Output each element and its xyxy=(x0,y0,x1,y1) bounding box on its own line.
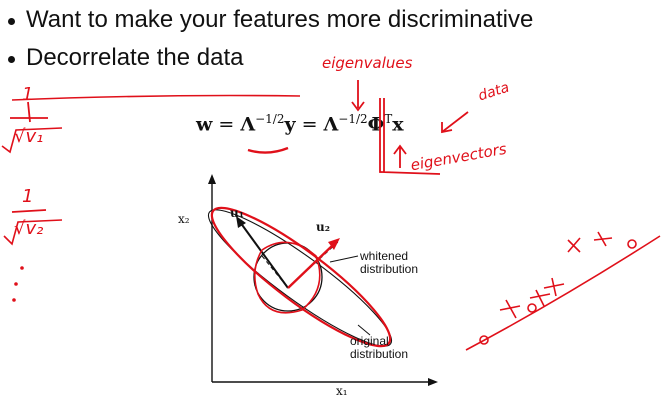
whitening-figure xyxy=(170,170,440,406)
ink-arrow-up xyxy=(394,146,406,168)
ink-dot xyxy=(20,266,24,270)
caption-line: distribution xyxy=(360,262,419,276)
eq-equals: = xyxy=(212,113,241,136)
u2-label: u₂ xyxy=(316,220,330,234)
ink-sqrt-v1: √v₁ xyxy=(14,126,44,147)
ink-cross xyxy=(530,290,550,306)
ink-arrowhead-icon xyxy=(442,122,452,132)
caption-line: distribution xyxy=(350,347,409,361)
eq-equals: = xyxy=(295,113,324,136)
x1-label: x₁ xyxy=(336,384,348,398)
bullet-text: Decorrelate the data xyxy=(26,44,244,71)
y-axis-arrow-icon xyxy=(208,174,216,184)
ink-fraction-2 xyxy=(12,210,46,212)
eq-x: x xyxy=(392,113,404,136)
x2-label: x₂ xyxy=(178,212,190,226)
bullet-dot xyxy=(8,56,15,63)
caption-line: whitened xyxy=(360,249,409,263)
whitened-leader xyxy=(330,256,358,262)
ink-dot xyxy=(14,282,18,286)
ink-dot xyxy=(12,298,16,302)
ink-cross xyxy=(568,238,580,252)
caption-line: original xyxy=(350,334,389,348)
ink-data-line xyxy=(466,236,660,350)
figure-plot xyxy=(170,170,440,406)
eq-lambda: Λ xyxy=(323,113,339,136)
ink-sqrt-v2: √v₂ xyxy=(14,218,44,239)
ink-arrowhead-icon xyxy=(352,102,364,110)
ink-cross xyxy=(544,278,564,296)
ink-data-label: data xyxy=(476,79,512,105)
ink-eigenvectors: eigenvectors xyxy=(409,139,508,175)
ink-one-2: 1 xyxy=(22,186,34,207)
eq-exponent: −1/2 xyxy=(255,112,285,126)
bullet-text: Want to make your features more discriminative xyxy=(26,6,534,33)
ink-underline xyxy=(12,96,300,101)
ink-cross xyxy=(594,232,612,246)
bullet-dot xyxy=(8,18,15,25)
u1-label: u₁ xyxy=(230,206,244,220)
eq-phi: Φ xyxy=(367,113,385,136)
x-axis-arrow-icon xyxy=(428,378,438,386)
eq-exponent: −1/2 xyxy=(338,112,368,126)
whitened-caption xyxy=(360,250,418,276)
eq-exponent: T xyxy=(384,112,393,126)
eq-y: y xyxy=(284,113,296,136)
eq-w: w xyxy=(196,113,213,136)
ink-lambda-underline xyxy=(248,148,288,153)
ink-point xyxy=(480,336,488,344)
eq-lambda: Λ xyxy=(240,113,256,136)
original-caption xyxy=(350,335,408,361)
ink-one-1: 1 xyxy=(22,84,34,105)
ink-eigenvalues: eigenvalues xyxy=(322,54,413,72)
ink-fraction-1 xyxy=(10,102,48,122)
ink-cross xyxy=(500,300,520,318)
ink-point xyxy=(528,304,536,312)
ink-point xyxy=(628,240,636,248)
ink-arrow-data xyxy=(442,112,468,132)
whitening-equation xyxy=(196,112,404,135)
